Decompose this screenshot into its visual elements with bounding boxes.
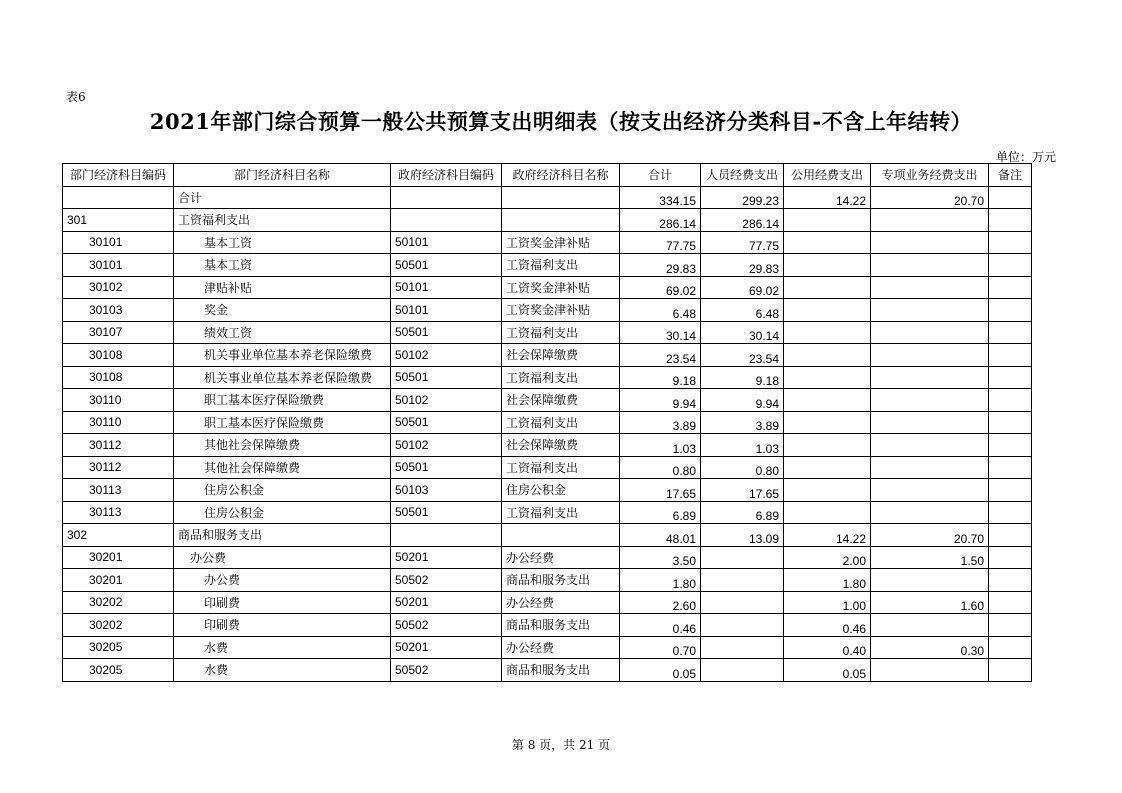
- table-row: [63, 209, 1032, 232]
- note-cell: [989, 321, 1032, 344]
- special-cell: 0.30: [871, 636, 989, 659]
- gov-code-cell: 50103: [391, 479, 502, 502]
- dept-code-cell: 301: [63, 209, 174, 232]
- dept-name-cell: 印刷费: [174, 614, 391, 637]
- gov-code-cell: 50102: [391, 434, 502, 457]
- dept-name-cell: 机关事业单位基本养老保险缴费: [174, 366, 391, 389]
- personnel-cell: 9.94: [701, 389, 784, 412]
- note-cell: [989, 636, 1032, 659]
- special-cell: [871, 434, 989, 457]
- note-cell: [989, 254, 1032, 277]
- personnel-cell: 0.80: [701, 456, 784, 479]
- public-cell: 14.22: [784, 186, 871, 209]
- public-cell: 1.80: [784, 569, 871, 592]
- personnel-cell: 1.03: [701, 434, 784, 457]
- table-row: [63, 456, 1032, 479]
- table-row: [63, 411, 1032, 434]
- gov-code-cell: 50501: [391, 321, 502, 344]
- gov-code-cell: 50201: [391, 546, 502, 569]
- page-title: 2021年部门综合预算一般公共预算支出明细表（按支出经济分类科目-不含上年结转）: [149, 109, 973, 134]
- col-header-special: 专项业务经费支出: [871, 164, 989, 187]
- gov-name-cell: 社会保障缴费: [502, 344, 620, 367]
- dept-code-cell: 30112: [63, 456, 174, 479]
- total-cell: 0.80: [620, 456, 701, 479]
- gov-code-cell: [391, 186, 502, 209]
- table-row: [63, 389, 1032, 412]
- personnel-cell: 17.65: [701, 479, 784, 502]
- personnel-cell: 13.09: [701, 524, 784, 547]
- total-cell: 29.83: [620, 254, 701, 277]
- note-cell: [989, 366, 1032, 389]
- special-cell: [871, 231, 989, 254]
- table-row: [63, 231, 1032, 254]
- personnel-cell: 29.83: [701, 254, 784, 277]
- total-cell: 0.05: [620, 659, 701, 682]
- dept-name-cell: 职工基本医疗保险缴费: [174, 389, 391, 412]
- table-row: [63, 546, 1032, 569]
- personnel-cell: [701, 569, 784, 592]
- dept-code-cell: 30201: [63, 569, 174, 592]
- gov-code-cell: 50201: [391, 636, 502, 659]
- dept-code-cell: 30202: [63, 591, 174, 614]
- note-cell: [989, 569, 1032, 592]
- total-cell: 77.75: [620, 231, 701, 254]
- note-cell: [989, 479, 1032, 502]
- table-row: [63, 434, 1032, 457]
- dept-name-cell: 津贴补贴: [174, 276, 391, 299]
- public-cell: [784, 456, 871, 479]
- gov-code-cell: 50101: [391, 299, 502, 322]
- note-cell: [989, 344, 1032, 367]
- dept-name-cell: 机关事业单位基本养老保险缴费: [174, 344, 391, 367]
- gov-name-cell: 社会保障缴费: [502, 389, 620, 412]
- note-cell: [989, 614, 1032, 637]
- total-cell: 334.15: [620, 186, 701, 209]
- col-header-gov-code: 政府经济科目编码: [391, 164, 502, 187]
- table-number: 表6: [66, 90, 86, 104]
- special-cell: [871, 659, 989, 682]
- special-cell: [871, 344, 989, 367]
- public-cell: [784, 321, 871, 344]
- note-cell: [989, 501, 1032, 524]
- table-row: [63, 479, 1032, 502]
- col-header-personnel: 人员经费支出: [701, 164, 784, 187]
- special-cell: [871, 479, 989, 502]
- note-cell: [989, 591, 1032, 614]
- gov-name-cell: 社会保障缴费: [502, 434, 620, 457]
- special-cell: [871, 614, 989, 637]
- public-cell: [784, 299, 871, 322]
- dept-name-cell: 合计: [174, 186, 391, 209]
- dept-code-cell: 30110: [63, 389, 174, 412]
- note-cell: [989, 434, 1032, 457]
- gov-name-cell: 工资奖金津补贴: [502, 231, 620, 254]
- total-cell: 69.02: [620, 276, 701, 299]
- dept-name-cell: 住房公积金: [174, 479, 391, 502]
- gov-name-cell: 工资奖金津补贴: [502, 299, 620, 322]
- dept-name-cell: 绩效工资: [174, 321, 391, 344]
- public-cell: [784, 209, 871, 232]
- dept-code-cell: 30201: [63, 546, 174, 569]
- public-cell: 1.00: [784, 591, 871, 614]
- public-cell: 2.00: [784, 546, 871, 569]
- dept-code-cell: 30101: [63, 254, 174, 277]
- special-cell: [871, 456, 989, 479]
- col-header-dept-name: 部门经济科目名称: [174, 164, 391, 187]
- dept-name-cell: 住房公积金: [174, 501, 391, 524]
- gov-code-cell: 50102: [391, 344, 502, 367]
- personnel-cell: [701, 659, 784, 682]
- dept-code-cell: 30103: [63, 299, 174, 322]
- gov-code-cell: 50501: [391, 254, 502, 277]
- col-header-public: 公用经费支出: [784, 164, 871, 187]
- dept-code-cell: 30102: [63, 276, 174, 299]
- personnel-cell: [701, 591, 784, 614]
- note-cell: [989, 276, 1032, 299]
- public-cell: 14.22: [784, 524, 871, 547]
- note-cell: [989, 411, 1032, 434]
- dept-code-cell: 30205: [63, 636, 174, 659]
- col-header-note: 备注: [989, 164, 1032, 187]
- table-row: [63, 299, 1032, 322]
- dept-name-cell: 办公费: [174, 546, 391, 569]
- table-row: [63, 659, 1032, 682]
- special-cell: [871, 321, 989, 344]
- gov-code-cell: 50201: [391, 591, 502, 614]
- special-cell: [871, 299, 989, 322]
- personnel-cell: [701, 636, 784, 659]
- special-cell: [871, 254, 989, 277]
- total-cell: 3.89: [620, 411, 701, 434]
- total-cell: 17.65: [620, 479, 701, 502]
- table-row: [63, 591, 1032, 614]
- table-row: [63, 366, 1032, 389]
- budget-table: [62, 163, 1032, 682]
- personnel-cell: 6.48: [701, 299, 784, 322]
- note-cell: [989, 546, 1032, 569]
- dept-code-cell: 30108: [63, 366, 174, 389]
- public-cell: [784, 344, 871, 367]
- total-cell: 6.89: [620, 501, 701, 524]
- special-cell: 1.50: [871, 546, 989, 569]
- table-body: [63, 186, 1032, 681]
- dept-code-cell: 302: [63, 524, 174, 547]
- personnel-cell: [701, 614, 784, 637]
- unit-label: 单位：万元: [995, 150, 1056, 164]
- personnel-cell: 77.75: [701, 231, 784, 254]
- dept-name-cell: 职工基本医疗保险缴费: [174, 411, 391, 434]
- gov-name-cell: 住房公积金: [502, 479, 620, 502]
- total-cell: 23.54: [620, 344, 701, 367]
- table-row: [63, 321, 1032, 344]
- page-footer: 第 8 页，共 21 页: [511, 738, 611, 752]
- table-row: [63, 636, 1032, 659]
- special-cell: 1.60: [871, 591, 989, 614]
- public-cell: [784, 434, 871, 457]
- col-header-dept-code: 部门经济科目编码: [63, 164, 174, 187]
- special-cell: [871, 389, 989, 412]
- table-row: [63, 569, 1032, 592]
- dept-name-cell: 水费: [174, 636, 391, 659]
- total-cell: 6.48: [620, 299, 701, 322]
- gov-name-cell: 商品和服务支出: [502, 659, 620, 682]
- gov-code-cell: [391, 524, 502, 547]
- gov-code-cell: 50101: [391, 276, 502, 299]
- total-cell: 48.01: [620, 524, 701, 547]
- personnel-cell: 69.02: [701, 276, 784, 299]
- public-cell: [784, 254, 871, 277]
- public-cell: [784, 479, 871, 502]
- dept-name-cell: 印刷费: [174, 591, 391, 614]
- dept-code-cell: 30112: [63, 434, 174, 457]
- note-cell: [989, 389, 1032, 412]
- dept-name-cell: 基本工资: [174, 231, 391, 254]
- gov-code-cell: 50501: [391, 456, 502, 479]
- total-cell: 0.46: [620, 614, 701, 637]
- dept-name-cell: 其他社会保障缴费: [174, 456, 391, 479]
- special-cell: [871, 501, 989, 524]
- gov-code-cell: 50101: [391, 231, 502, 254]
- public-cell: 0.05: [784, 659, 871, 682]
- public-cell: [784, 366, 871, 389]
- dept-name-cell: 奖金: [174, 299, 391, 322]
- table-row: [63, 186, 1032, 209]
- dept-code-cell: 30110: [63, 411, 174, 434]
- special-cell: 20.70: [871, 186, 989, 209]
- special-cell: [871, 209, 989, 232]
- special-cell: [871, 366, 989, 389]
- personnel-cell: [701, 546, 784, 569]
- gov-name-cell: 工资福利支出: [502, 321, 620, 344]
- dept-name-cell: 办公费: [174, 569, 391, 592]
- special-cell: 20.70: [871, 524, 989, 547]
- gov-name-cell: 工资福利支出: [502, 254, 620, 277]
- gov-name-cell: 办公经费: [502, 636, 620, 659]
- gov-code-cell: 50102: [391, 389, 502, 412]
- gov-name-cell: [502, 524, 620, 547]
- dept-code-cell: 30205: [63, 659, 174, 682]
- table-row: [63, 276, 1032, 299]
- total-cell: 9.18: [620, 366, 701, 389]
- note-cell: [989, 524, 1032, 547]
- gov-name-cell: 办公经费: [502, 546, 620, 569]
- table-row: [63, 614, 1032, 637]
- gov-code-cell: [391, 209, 502, 232]
- total-cell: 30.14: [620, 321, 701, 344]
- total-cell: 286.14: [620, 209, 701, 232]
- dept-code-cell: 30107: [63, 321, 174, 344]
- dept-code-cell: 30202: [63, 614, 174, 637]
- note-cell: [989, 231, 1032, 254]
- public-cell: [784, 501, 871, 524]
- gov-name-cell: 商品和服务支出: [502, 569, 620, 592]
- gov-name-cell: 商品和服务支出: [502, 614, 620, 637]
- total-cell: 0.70: [620, 636, 701, 659]
- dept-code-cell: 30101: [63, 231, 174, 254]
- gov-name-cell: [502, 186, 620, 209]
- gov-code-cell: 50502: [391, 614, 502, 637]
- dept-code-cell: [63, 186, 174, 209]
- total-cell: 9.94: [620, 389, 701, 412]
- note-cell: [989, 209, 1032, 232]
- gov-code-cell: 50502: [391, 569, 502, 592]
- gov-code-cell: 50501: [391, 411, 502, 434]
- note-cell: [989, 659, 1032, 682]
- gov-name-cell: 工资奖金津补贴: [502, 276, 620, 299]
- dept-code-cell: 30113: [63, 479, 174, 502]
- personnel-cell: 30.14: [701, 321, 784, 344]
- dept-code-cell: 30113: [63, 501, 174, 524]
- special-cell: [871, 411, 989, 434]
- public-cell: 0.46: [784, 614, 871, 637]
- public-cell: [784, 231, 871, 254]
- special-cell: [871, 276, 989, 299]
- col-header-total: 合计: [620, 164, 701, 187]
- note-cell: [989, 186, 1032, 209]
- public-cell: 0.40: [784, 636, 871, 659]
- public-cell: [784, 389, 871, 412]
- table-row: [63, 524, 1032, 547]
- gov-name-cell: 办公经费: [502, 591, 620, 614]
- table-row: [63, 344, 1032, 367]
- note-cell: [989, 456, 1032, 479]
- gov-name-cell: 工资福利支出: [502, 501, 620, 524]
- dept-name-cell: 基本工资: [174, 254, 391, 277]
- dept-name-cell: 水费: [174, 659, 391, 682]
- personnel-cell: 23.54: [701, 344, 784, 367]
- personnel-cell: 6.89: [701, 501, 784, 524]
- total-cell: 2.60: [620, 591, 701, 614]
- dept-name-cell: 工资福利支出: [174, 209, 391, 232]
- personnel-cell: 3.89: [701, 411, 784, 434]
- total-cell: 1.03: [620, 434, 701, 457]
- gov-code-cell: 50501: [391, 366, 502, 389]
- gov-code-cell: 50501: [391, 501, 502, 524]
- table-row: [63, 501, 1032, 524]
- gov-name-cell: 工资福利支出: [502, 456, 620, 479]
- total-cell: 1.80: [620, 569, 701, 592]
- table-row: [63, 254, 1032, 277]
- gov-name-cell: 工资福利支出: [502, 366, 620, 389]
- note-cell: [989, 299, 1032, 322]
- total-cell: 3.50: [620, 546, 701, 569]
- gov-code-cell: 50502: [391, 659, 502, 682]
- dept-code-cell: 30108: [63, 344, 174, 367]
- public-cell: [784, 276, 871, 299]
- personnel-cell: 286.14: [701, 209, 784, 232]
- gov-name-cell: [502, 209, 620, 232]
- col-header-gov-name: 政府经济科目名称: [502, 164, 620, 187]
- special-cell: [871, 569, 989, 592]
- dept-name-cell: 其他社会保障缴费: [174, 434, 391, 457]
- personnel-cell: 299.23: [701, 186, 784, 209]
- gov-name-cell: 工资福利支出: [502, 411, 620, 434]
- table-header-row: [63, 164, 1032, 187]
- dept-name-cell: 商品和服务支出: [174, 524, 391, 547]
- personnel-cell: 9.18: [701, 366, 784, 389]
- public-cell: [784, 411, 871, 434]
